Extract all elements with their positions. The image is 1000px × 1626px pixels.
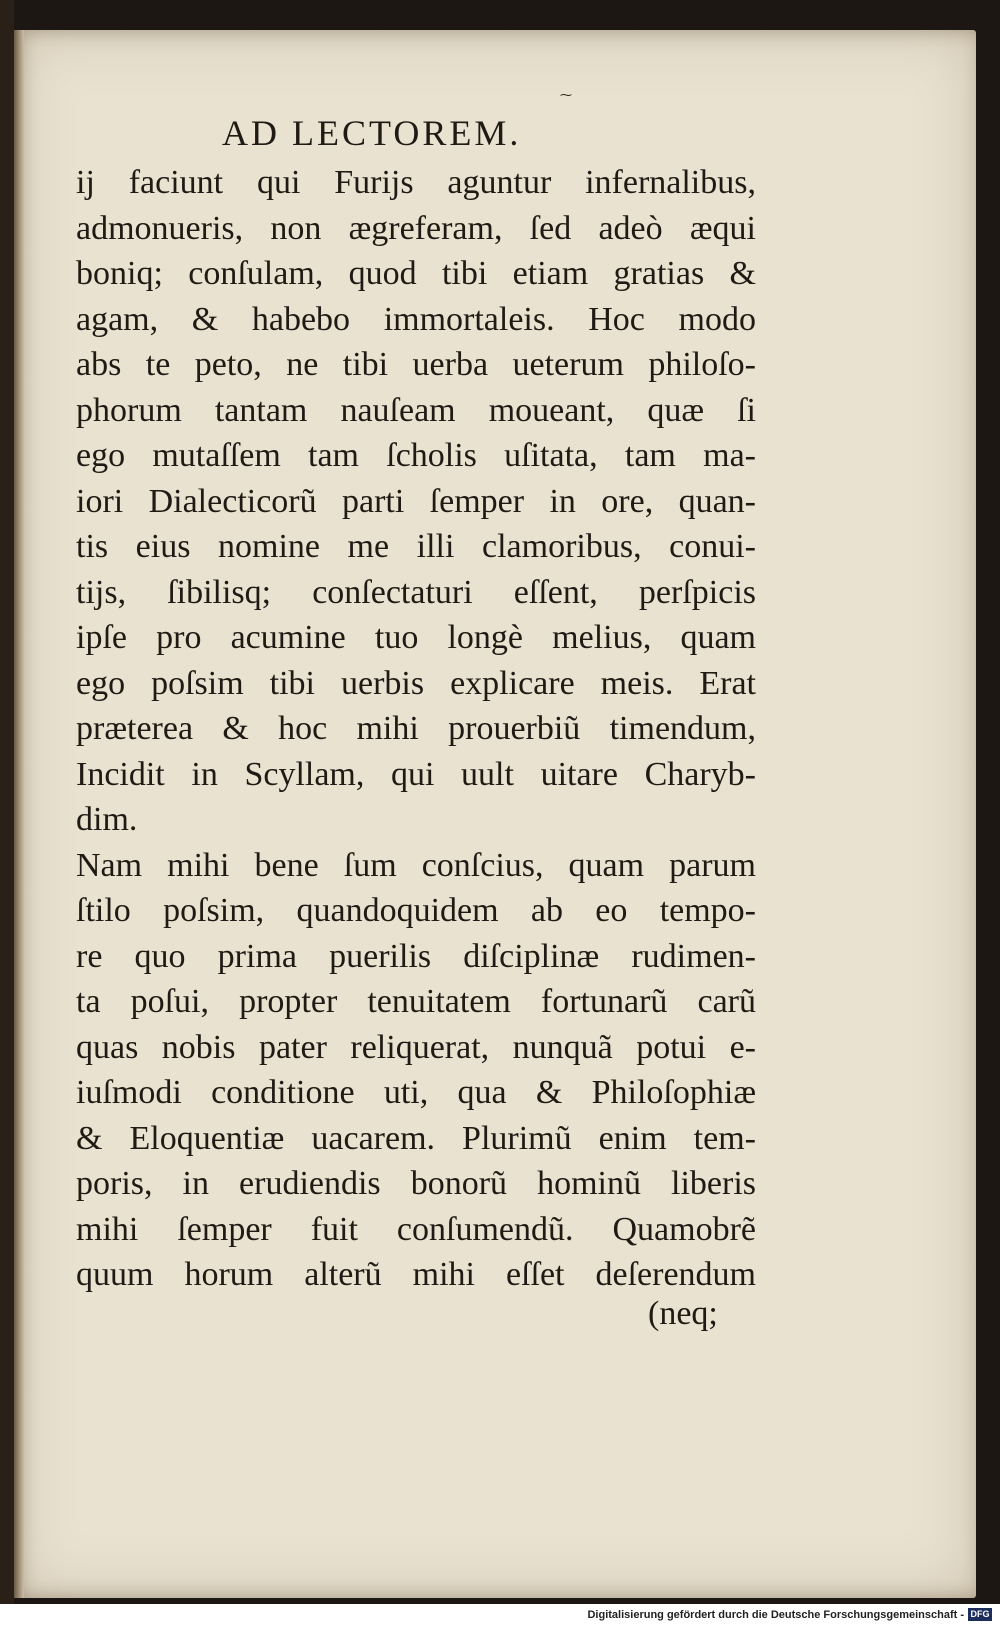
digitization-footer [0, 1604, 1000, 1626]
text-line: quas nobis pater reliquerat, nunquã potui e- [76, 1028, 756, 1066]
text-line: & Eloquentiæ uacarem. Plurimũ enim tem- [76, 1119, 756, 1157]
running-head: AD LECTOREM. [222, 113, 522, 153]
text-line: abs te peto, ne tibi uerba ueterum philoſo- [76, 346, 756, 383]
text-line: boniq; conſulam, quod tibi etiam gratias & [76, 255, 756, 292]
funding-credit: Digitalisierung gefördert durch die Deutsche Forschungsgemeinschaft - [587, 1609, 964, 1621]
text-line: dim. [76, 801, 138, 838]
text-line: Nam mihi bene ſum conſcius, quam parum [76, 846, 756, 884]
text-line: ta poſui, propter tenuitatem fortunarũ carũ [76, 983, 756, 1020]
text-line: mihi ſemper fuit conſumendũ. Quamobrẽ [76, 1210, 756, 1248]
text-line: iori Dialecticorũ parti ſemper in ore, quan- [76, 482, 756, 520]
text-line: quum horum alterũ mihi eſſet deſerendum [76, 1256, 756, 1293]
page-gutter-shadow [14, 30, 24, 1598]
text-line: tijs, ſibilisq; conſectaturi eſſent, perſpicis [76, 573, 756, 611]
text-line: phorum tantam nauſeam moueant, quæ ſi [76, 391, 756, 429]
text-line: ſtilo poſsim, quandoquidem ab eo tempo- [76, 892, 756, 929]
text-line: ij faciunt qui Furijs aguntur infernalibus, [76, 164, 756, 201]
text-line: iuſmodi conditione uti, qua & Philoſophiæ [76, 1074, 756, 1111]
text-line: admonueris, non ægreferam, ſed adeò æqui [76, 209, 756, 247]
book-binding [0, 0, 14, 1604]
catchword: (neq; [648, 1295, 718, 1332]
text-line: ipſe pro acumine tuo longè melius, quam [76, 619, 756, 656]
text-line: ego poſsim tibi uerbis explicare meis. Erat [76, 664, 756, 702]
text-line: ego mutaſſem tam ſcholis uſitata, tam ma- [76, 437, 756, 474]
body-text [76, 160, 756, 1298]
text-line: agam, & habebo immortaleis. Hoc modo [76, 300, 756, 338]
dfg-logo: DFG [968, 1608, 992, 1621]
text-line: præterea & hoc mihi prouerbiũ timendum, [76, 710, 756, 747]
text-line: re quo prima puerilis diſciplinæ rudimen- [76, 937, 756, 975]
head-ornament-mark: ⁓ [560, 88, 572, 102]
text-line: tis eius nomine me illi clamoribus, conui- [76, 528, 756, 565]
text-line: poris, in erudiendis bonorũ hominũ liberis [76, 1165, 756, 1202]
text-line: Incidit in Scyllam, qui uult uitare Charyb- [76, 755, 756, 793]
